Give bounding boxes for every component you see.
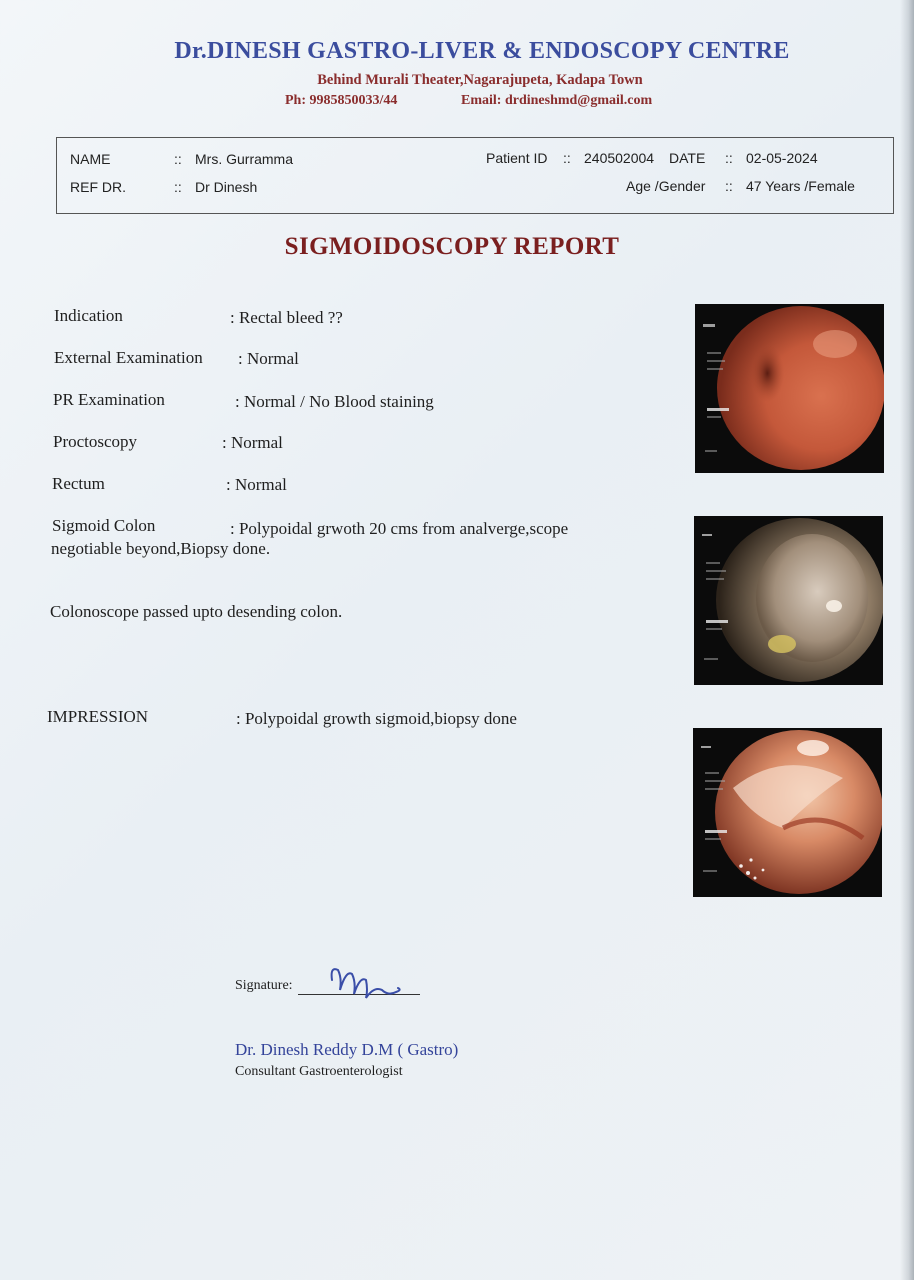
indication-value: : Rectal bleed ?? [230, 308, 343, 327]
impression-label: IMPRESSION [47, 707, 149, 726]
centre-name: Dr.DINESH GASTRO-LIVER & ENDOSCOPY CENTRE [174, 38, 790, 64]
ref-dr-separator: :: [174, 179, 182, 195]
sigmoid-colon-continuation: negotiable beyond,Biopsy done. [51, 539, 271, 558]
sigmoid-colon-value: : Polypoidal grwoth 20 cms from analverge,scope [230, 519, 569, 538]
centre-email: Email: drdineshmd@gmail.com [461, 93, 653, 108]
rectum-label: Rectum [52, 474, 105, 493]
signature-mark [326, 960, 416, 1015]
date-label: DATE [669, 150, 706, 166]
endoscopy-photo-icon [695, 304, 884, 473]
patient-id: 240502004 [584, 150, 655, 166]
endoscopy-photo-icon [694, 516, 883, 685]
endoscopy-image-rectum [695, 304, 884, 473]
external-exam-value: : Normal [238, 349, 299, 368]
ref-dr-name: Dr Dinesh [195, 179, 258, 195]
centre-address: Behind Murali Theater,Nagarajupeta, Kadapa Town [317, 72, 643, 88]
colonoscope-note: Colonoscope passed upto desending colon. [50, 602, 343, 621]
patient-id-label: Patient ID [486, 150, 548, 166]
doctor-title: Consultant Gastroenterologist [235, 1064, 403, 1079]
age-gender-label: Age /Gender [626, 178, 706, 194]
page-edge-shadow [900, 0, 914, 1280]
pr-exam-value: : Normal / No Blood staining [235, 392, 434, 411]
proctoscopy-label: Proctoscopy [53, 432, 138, 451]
patient-id-separator: :: [563, 150, 571, 166]
pr-exam-label: PR Examination [53, 390, 165, 409]
external-exam-label: External Examination [54, 348, 203, 367]
report-date: 02-05-2024 [746, 150, 818, 166]
signature-label: Signature: [235, 978, 293, 993]
patient-name: Mrs. Gurramma [195, 151, 293, 167]
handwritten-signature-icon [326, 960, 416, 1010]
endoscopy-photo-icon [693, 728, 882, 897]
impression-value: : Polypoidal growth sigmoid,biopsy done [236, 709, 517, 728]
ref-dr-label: REF DR. [70, 179, 126, 195]
report-title: SIGMOIDOSCOPY REPORT [284, 233, 620, 260]
rectum-value: : Normal [226, 475, 287, 494]
sigmoid-colon-label: Sigmoid Colon [52, 516, 156, 535]
endoscopy-image-polyp [694, 516, 883, 685]
name-separator: :: [174, 151, 182, 167]
endoscopy-image-biopsy [693, 728, 882, 897]
date-separator: :: [725, 150, 733, 166]
name-label: NAME [70, 151, 111, 167]
centre-phone: Ph: 9985850033/44 [285, 93, 398, 108]
age-gender: 47 Years /Female [746, 178, 855, 194]
doctor-name: Dr. Dinesh Reddy D.M ( Gastro) [235, 1040, 459, 1059]
patient-info-box [56, 137, 894, 214]
indication-label: Indication [54, 306, 123, 325]
age-gender-separator: :: [725, 178, 733, 194]
proctoscopy-value: : Normal [222, 433, 283, 452]
